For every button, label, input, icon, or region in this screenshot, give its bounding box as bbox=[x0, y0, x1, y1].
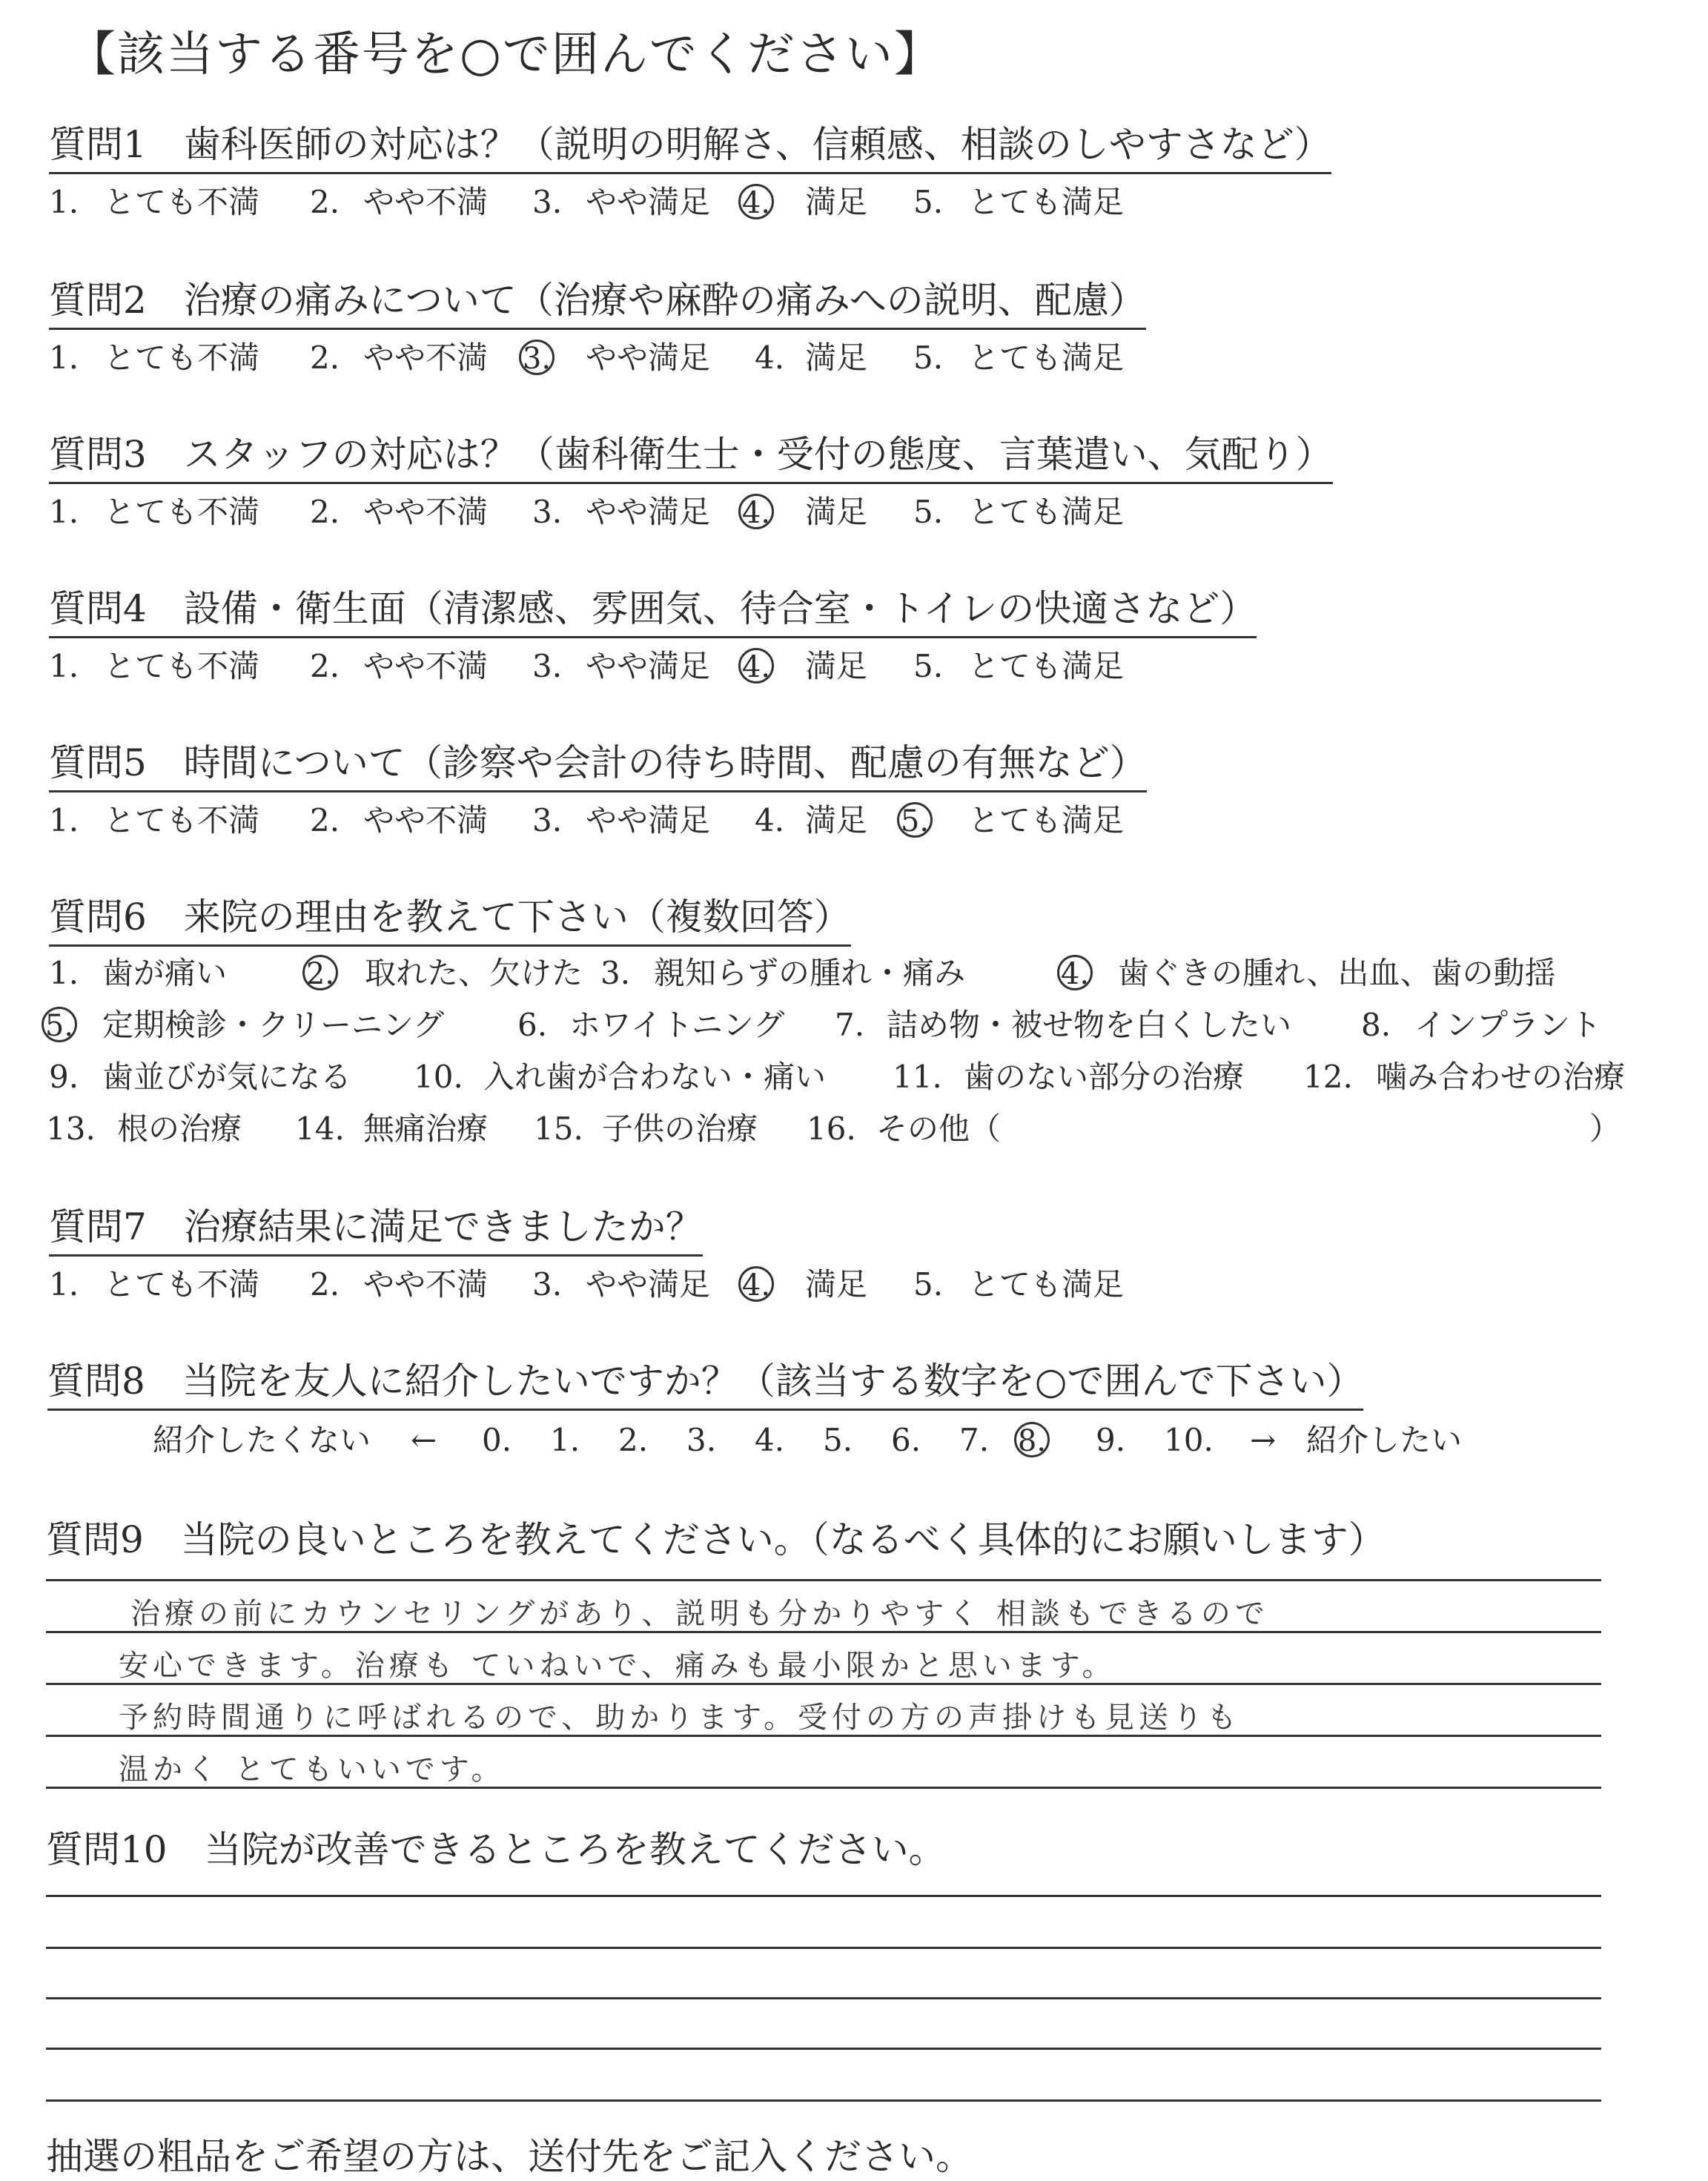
q8-heading: 質問8 当院を友人に紹介したいですか？（該当する数字を○で囲んで下さい） bbox=[47, 1357, 1363, 1411]
q3-opt2-label: やや不満 bbox=[363, 494, 489, 530]
q6-opt5-label: 定期検診・クリーニング bbox=[102, 1007, 445, 1043]
q3-opt3-label: やや満足 bbox=[586, 494, 711, 530]
q6-opt16-num[interactable]: 16. bbox=[807, 1111, 856, 1147]
q10-rule-3 bbox=[46, 1997, 1601, 1999]
q2-opt5-num[interactable]: 5. bbox=[913, 340, 944, 376]
q2-heading: 質問2 治療の痛みについて（治療や麻酔の痛みへの説明、配慮） bbox=[49, 276, 1146, 330]
q6-opt11-num[interactable]: 11. bbox=[893, 1059, 942, 1095]
circle-mark: 4. bbox=[738, 648, 774, 684]
q6-opt7-num[interactable]: 7. bbox=[835, 1007, 865, 1043]
q10-rule-1 bbox=[46, 1895, 1601, 1897]
q8-right-arrow: → bbox=[1250, 1422, 1277, 1458]
q4-opt3-num[interactable]: 3. bbox=[532, 648, 563, 684]
q3-opt4-label: 満足 bbox=[805, 494, 868, 530]
q8-scale-4[interactable]: 4. bbox=[755, 1422, 785, 1458]
q2-options bbox=[49, 337, 1309, 382]
q2-opt1-label: とても不満 bbox=[104, 340, 260, 376]
q7-opt5-num[interactable]: 5. bbox=[913, 1266, 944, 1303]
q7-opt5-label: とても満足 bbox=[968, 1266, 1125, 1303]
q8-scale-9[interactable]: 9. bbox=[1096, 1422, 1126, 1458]
q8-scale-3[interactable]: 3. bbox=[686, 1422, 717, 1458]
q3-opt1-label: とても不満 bbox=[104, 494, 260, 530]
q2-opt5-label: とても満足 bbox=[968, 340, 1125, 376]
q7-opt2-label: やや不満 bbox=[363, 1266, 489, 1303]
q4-opt3-label: やや満足 bbox=[586, 648, 711, 684]
q2-opt3-label: やや満足 bbox=[586, 340, 711, 376]
q1-opt1-label: とても不満 bbox=[104, 184, 260, 220]
q6-opt12-label: 噛み合わせの治療 bbox=[1376, 1059, 1626, 1095]
q6-opt16-label: その他（ bbox=[876, 1111, 1002, 1147]
q4-heading: 質問4 設備・衛生面（清潔感、雰囲気、待合室・トイレの快適さなど） bbox=[49, 584, 1257, 638]
q5-opt3-num[interactable]: 3. bbox=[532, 802, 563, 838]
q5-opt4-label: 満足 bbox=[805, 802, 868, 838]
q3-opt5-num[interactable]: 5. bbox=[913, 494, 944, 530]
q2-opt3-num-circled[interactable] bbox=[522, 337, 557, 379]
q6-opt15-num[interactable]: 15. bbox=[534, 1111, 583, 1147]
circle-mark: 4. bbox=[738, 1266, 774, 1302]
q3-opt2-num[interactable]: 2. bbox=[310, 494, 340, 530]
q8-left-label: 紹介したくない bbox=[153, 1422, 371, 1458]
circle-mark: 2. bbox=[302, 955, 338, 990]
q6-opt13-label: 根の治療 bbox=[117, 1111, 242, 1147]
q4-opt5-label: とても満足 bbox=[968, 648, 1125, 684]
q6-opt2-num-circled[interactable] bbox=[305, 953, 341, 994]
q7-opt1-label: とても不満 bbox=[104, 1266, 260, 1303]
q7-opt4-num-circled[interactable] bbox=[741, 1264, 777, 1305]
q6-opt6-label: ホワイトニング bbox=[569, 1007, 785, 1043]
circle-mark: 3. bbox=[519, 340, 555, 375]
q6-opt8-label: インプラント bbox=[1414, 1007, 1602, 1043]
q6-opt1-label: 歯が痛い bbox=[102, 955, 228, 991]
q6-opt12-num[interactable]: 12. bbox=[1303, 1059, 1353, 1095]
q3-heading: 質問3 スタッフの対応は？（歯科衛生士・受付の態度、言葉遣い、気配り） bbox=[49, 430, 1333, 484]
q8-scale-5[interactable]: 5. bbox=[823, 1422, 853, 1458]
q4-opt5-num[interactable]: 5. bbox=[913, 648, 944, 684]
q6-opt9-num[interactable]: 9. bbox=[49, 1059, 79, 1095]
q5-opt3-label: やや満足 bbox=[586, 802, 711, 838]
q9-answer-line-2[interactable]: 安心できます。治療も ていねいで、痛みも最小限かと思います。 bbox=[119, 1649, 1116, 1683]
q1-options bbox=[49, 182, 1309, 226]
q5-options bbox=[49, 800, 1309, 844]
circle-mark: 5. bbox=[897, 802, 933, 838]
q5-opt1-num[interactable]: 1. bbox=[49, 802, 79, 838]
q2-opt1-num[interactable]: 1. bbox=[49, 340, 79, 376]
q3-options bbox=[49, 492, 1309, 536]
q5-opt4-num[interactable]: 4. bbox=[755, 802, 785, 838]
q7-options bbox=[49, 1264, 1309, 1308]
q5-opt2-label: やや不満 bbox=[363, 802, 489, 838]
q10-rule-4 bbox=[46, 2048, 1601, 2050]
circle-mark: 8. bbox=[1014, 1422, 1050, 1457]
q6-opt9-label: 歯並びが気になる bbox=[102, 1059, 352, 1095]
q6-opt5-num-circled[interactable] bbox=[44, 1005, 80, 1046]
q10-rule-5 bbox=[46, 2099, 1601, 2102]
q9-answer-line-4[interactable]: 温かく とてもいいです。 bbox=[119, 1753, 506, 1787]
q6-opt15-label: 子供の治療 bbox=[602, 1111, 758, 1147]
q2-opt4-num[interactable]: 4. bbox=[755, 340, 785, 376]
q6-opt14-num[interactable]: 14. bbox=[295, 1111, 345, 1147]
q6-opt11-label: 歯のない部分の治療 bbox=[964, 1059, 1245, 1095]
q8-right-label: 紹介したい bbox=[1306, 1422, 1463, 1458]
q8-scale-1[interactable]: 1. bbox=[550, 1422, 580, 1458]
q7-opt1-num[interactable]: 1. bbox=[49, 1266, 79, 1303]
q7-heading: 質問7 治療結果に満足できましたか？ bbox=[49, 1202, 703, 1257]
q2-opt4-label: 満足 bbox=[805, 340, 868, 376]
q6-opt13-num[interactable]: 13. bbox=[46, 1111, 96, 1147]
q8-scale-0[interactable]: 0. bbox=[482, 1422, 512, 1458]
q7-opt3-num[interactable]: 3. bbox=[532, 1266, 563, 1303]
q1-opt5-label: とても満足 bbox=[968, 184, 1125, 220]
circle-mark: 4. bbox=[738, 184, 774, 219]
q6-other-close-paren: ） bbox=[1589, 1111, 1621, 1147]
q1-opt3-num[interactable]: 3. bbox=[532, 184, 563, 220]
q4-opt2-label: やや不満 bbox=[363, 648, 489, 684]
q8-scale bbox=[153, 1420, 1487, 1464]
q7-opt2-num[interactable]: 2. bbox=[310, 1266, 340, 1303]
q3-opt5-label: とても満足 bbox=[968, 494, 1125, 530]
q5-opt2-num[interactable]: 2. bbox=[310, 802, 340, 838]
q8-scale-7[interactable]: 7. bbox=[959, 1422, 990, 1458]
circle-mark: 4. bbox=[1057, 955, 1093, 990]
q1-opt4-num-circled[interactable] bbox=[741, 182, 777, 223]
q2-opt2-label: やや不満 bbox=[363, 340, 489, 376]
q4-opt4-label: 満足 bbox=[805, 648, 868, 684]
q1-heading: 質問1 歯科医師の対応は？（説明の明解さ、信頼感、相談のしやすさなど） bbox=[49, 120, 1331, 174]
footer-partial-text: 抽選の粗品をご希望の方は、送付先をご記入ください。 bbox=[46, 2135, 973, 2178]
page-title: 【該当する番号を○で囲んでください】 bbox=[68, 27, 943, 82]
q6-opt14-label: 無痛治療 bbox=[363, 1111, 489, 1147]
q9-answer-line-3[interactable]: 予約時間通りに呼ばれるので、助かります。受付の方の声掛けも見送りも bbox=[119, 1701, 1241, 1735]
q6-opt3-num[interactable]: 3. bbox=[600, 955, 631, 991]
q5-heading: 質問5 時間について（診察や会計の待ち時間、配慮の有無など） bbox=[49, 738, 1147, 792]
q1-opt2-label: やや不満 bbox=[363, 184, 489, 220]
q5-opt5-num-circled[interactable] bbox=[900, 800, 936, 841]
q1-opt3-label: やや満足 bbox=[586, 184, 711, 220]
q4-opt1-num[interactable]: 1. bbox=[49, 648, 79, 684]
q4-options bbox=[49, 646, 1309, 690]
q8-scale-8-circled[interactable] bbox=[1017, 1420, 1053, 1461]
q7-opt3-label: やや満足 bbox=[586, 1266, 711, 1303]
circle-mark: 5. bbox=[42, 1007, 77, 1042]
q6-opt2-label: 取れた、欠けた bbox=[365, 955, 583, 991]
q1-opt4-label: 満足 bbox=[805, 184, 868, 220]
q7-opt4-label: 満足 bbox=[805, 1266, 868, 1303]
q6-opt10-label: 入れ歯が合わない・痛い bbox=[483, 1059, 827, 1095]
q6-opt6-num[interactable]: 6. bbox=[517, 1007, 548, 1043]
q6-options bbox=[46, 953, 1677, 1168]
q10-rule-2 bbox=[46, 1947, 1601, 1949]
q8-scale-10[interactable]: 10. bbox=[1164, 1422, 1214, 1458]
q8-scale-2[interactable]: 2. bbox=[618, 1422, 649, 1458]
q2-opt2-num[interactable]: 2. bbox=[310, 340, 340, 376]
q9-heading: 質問9 当院の良いところを教えてください。（なるべく具体的にお願いします） bbox=[46, 1518, 1386, 1561]
q4-opt1-label: とても不満 bbox=[104, 648, 260, 684]
q6-opt1-num[interactable]: 1. bbox=[49, 955, 79, 991]
q6-opt4-num-circled[interactable] bbox=[1060, 953, 1096, 994]
q6-opt8-num[interactable]: 8. bbox=[1361, 1007, 1391, 1043]
q3-opt4-num-circled[interactable] bbox=[741, 492, 777, 533]
q6-opt4-label: 歯ぐきの腫れ、出血、歯の動揺 bbox=[1118, 955, 1556, 991]
q1-opt5-num[interactable]: 5. bbox=[913, 184, 944, 220]
q9-rule-1 bbox=[46, 1579, 1601, 1581]
q6-opt10-num[interactable]: 10. bbox=[414, 1059, 463, 1095]
q5-opt1-label: とても不満 bbox=[104, 802, 260, 838]
q8-left-arrow: ← bbox=[411, 1422, 437, 1458]
circle-mark: 4. bbox=[738, 494, 774, 529]
q10-heading: 質問10 当院が改善できるところを教えてください。 bbox=[46, 1828, 946, 1871]
q1-opt1-num[interactable]: 1. bbox=[49, 184, 79, 220]
q4-opt4-num-circled[interactable] bbox=[741, 646, 777, 687]
q3-opt3-num[interactable]: 3. bbox=[532, 494, 563, 530]
q5-opt5-label: とても満足 bbox=[968, 802, 1125, 838]
q1-opt2-num[interactable]: 2. bbox=[310, 184, 340, 220]
q4-opt2-num[interactable]: 2. bbox=[310, 648, 340, 684]
q6-opt3-label: 親知らずの腫れ・痛み bbox=[654, 955, 966, 991]
q6-opt7-label: 詰め物・被せ物を白くしたい bbox=[887, 1007, 1292, 1043]
q6-heading: 質問6 来院の理由を教えて下さい（複数回答） bbox=[49, 893, 851, 947]
q3-opt1-num[interactable]: 1. bbox=[49, 494, 79, 530]
q8-scale-6[interactable]: 6. bbox=[891, 1422, 921, 1458]
q9-answer-line-1[interactable]: 治療の前にカウンセリングがあり、説明も分かりやすく 相談もできるので bbox=[130, 1597, 1269, 1631]
